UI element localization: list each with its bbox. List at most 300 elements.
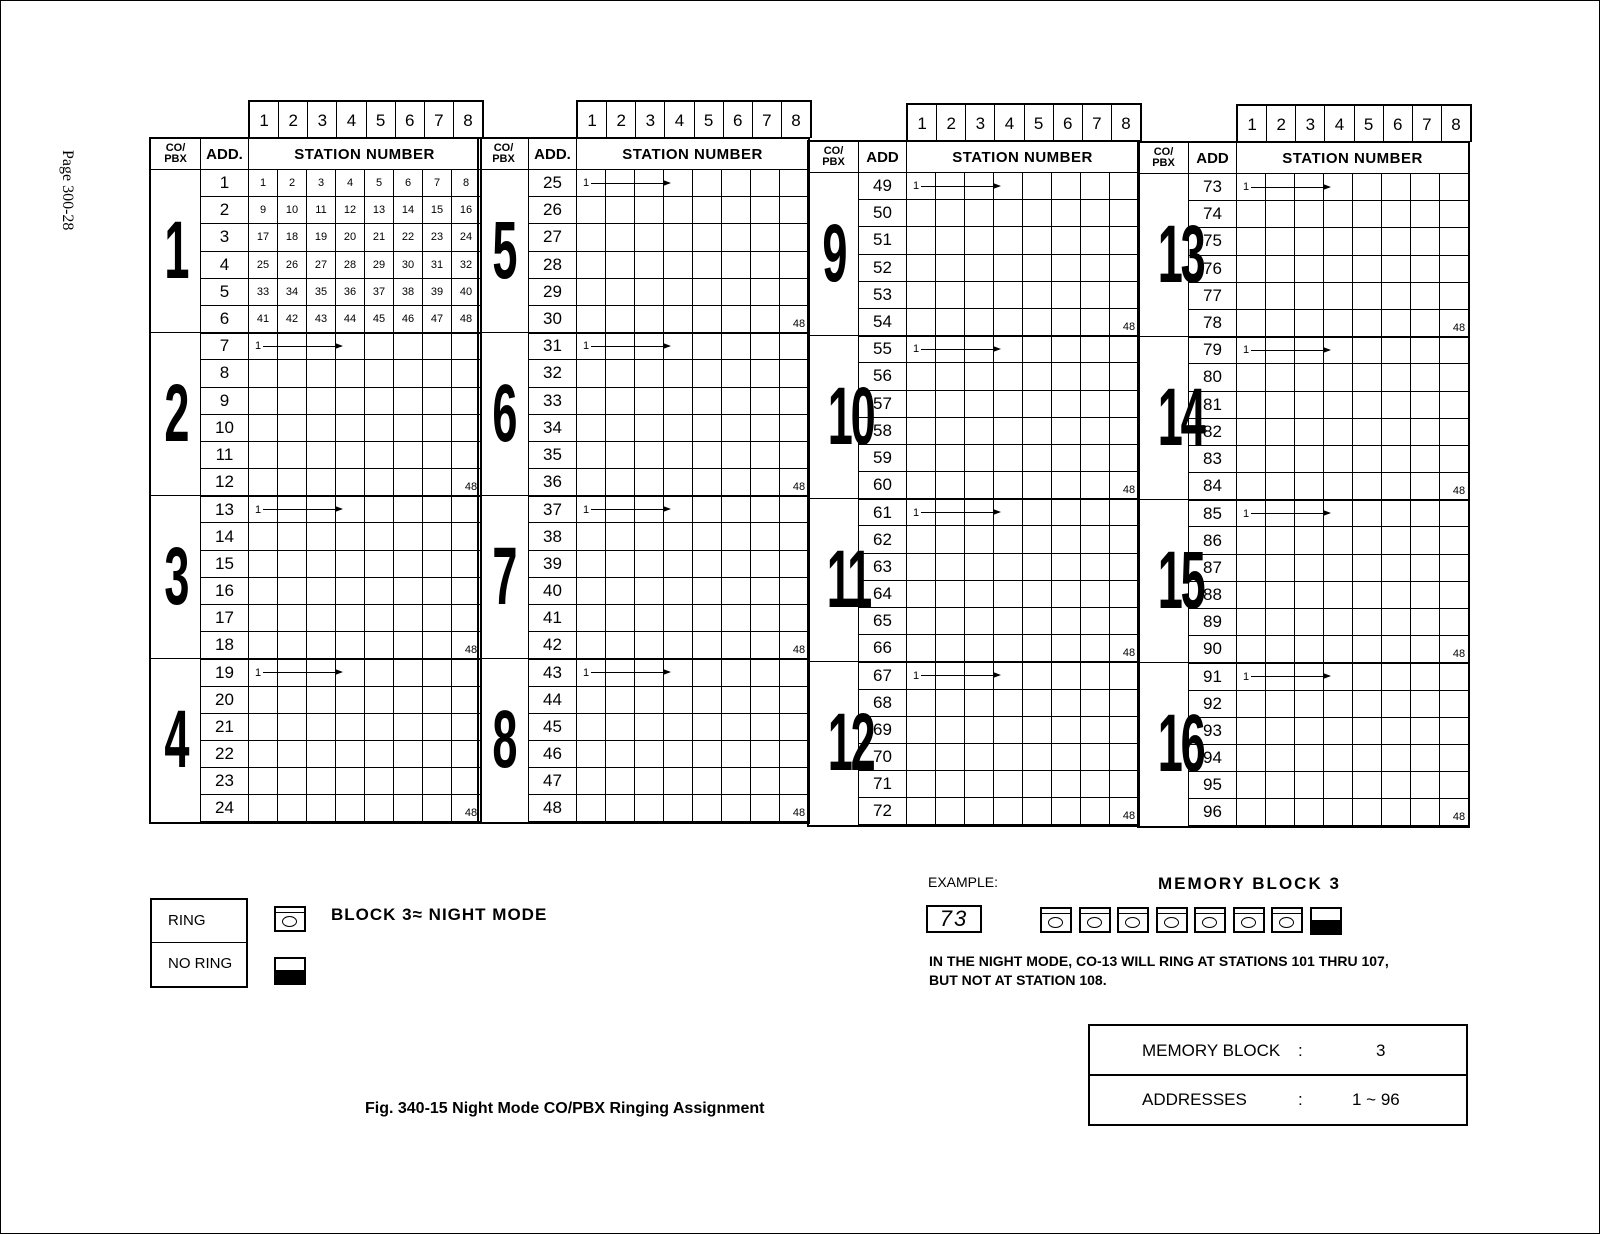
station-cell[interactable] xyxy=(423,333,452,360)
station-cell[interactable] xyxy=(394,441,423,468)
station-cell[interactable] xyxy=(907,635,936,662)
station-cell[interactable] xyxy=(936,363,965,390)
station-cell[interactable] xyxy=(751,387,780,414)
station-cell[interactable] xyxy=(278,550,307,577)
station-cell[interactable] xyxy=(423,605,452,632)
station-cell[interactable] xyxy=(1266,445,1295,472)
station-cell[interactable] xyxy=(1023,499,1052,526)
station-cell[interactable] xyxy=(994,200,1023,227)
station-cell[interactable] xyxy=(1081,417,1110,444)
station-cell[interactable] xyxy=(1382,282,1411,309)
station-cell[interactable] xyxy=(965,608,994,635)
station-cell[interactable] xyxy=(1081,227,1110,254)
station-cell[interactable] xyxy=(722,278,751,305)
station-cell[interactable] xyxy=(365,170,394,197)
station-cell[interactable] xyxy=(1237,581,1266,608)
station-cell[interactable] xyxy=(394,550,423,577)
station-cell[interactable] xyxy=(365,740,394,767)
station-cell[interactable] xyxy=(1353,799,1382,826)
station-cell[interactable] xyxy=(1353,690,1382,717)
station-cell[interactable] xyxy=(1110,200,1139,227)
station-cell[interactable] xyxy=(1266,527,1295,554)
station-cell[interactable] xyxy=(751,224,780,251)
station-cell[interactable] xyxy=(635,305,664,332)
station-cell[interactable] xyxy=(365,278,394,305)
station-cell[interactable] xyxy=(577,441,606,468)
station-cell[interactable] xyxy=(1081,308,1110,335)
station-cell[interactable] xyxy=(249,795,278,822)
station-cell[interactable] xyxy=(965,281,994,308)
station-cell[interactable] xyxy=(606,686,635,713)
station-cell[interactable] xyxy=(1110,743,1139,770)
station-cell[interactable] xyxy=(249,605,278,632)
station-cell[interactable] xyxy=(1266,473,1295,500)
station-cell[interactable] xyxy=(693,197,722,224)
station-cell[interactable] xyxy=(994,417,1023,444)
station-cell[interactable] xyxy=(693,632,722,659)
station-cell[interactable] xyxy=(1382,309,1411,336)
station-cell[interactable] xyxy=(394,170,423,197)
station-cell[interactable] xyxy=(423,686,452,713)
station-cell[interactable] xyxy=(1237,255,1266,282)
station-cell[interactable] xyxy=(423,795,452,822)
station-cell[interactable] xyxy=(1440,174,1469,201)
station-cell[interactable] xyxy=(1023,635,1052,662)
station-cell[interactable] xyxy=(577,251,606,278)
station-cell[interactable] xyxy=(336,170,365,197)
station-cell[interactable] xyxy=(1052,472,1081,499)
station-cell[interactable] xyxy=(1411,744,1440,771)
station-cell[interactable] xyxy=(249,496,278,523)
station-cell[interactable] xyxy=(249,469,278,496)
station-cell[interactable] xyxy=(1110,662,1139,689)
station-cell[interactable] xyxy=(1411,636,1440,663)
station-cell[interactable] xyxy=(751,659,780,686)
station-cell[interactable] xyxy=(577,632,606,659)
station-cell[interactable] xyxy=(936,716,965,743)
station-cell[interactable] xyxy=(722,414,751,441)
station-cell[interactable] xyxy=(780,768,809,795)
station-cell[interactable] xyxy=(751,251,780,278)
station-cell[interactable] xyxy=(907,173,936,200)
station-cell[interactable] xyxy=(780,469,809,496)
station-cell[interactable] xyxy=(1324,473,1353,500)
station-cell[interactable] xyxy=(1237,636,1266,663)
station-cell[interactable] xyxy=(780,305,809,332)
station-cell[interactable] xyxy=(1382,418,1411,445)
station-cell[interactable] xyxy=(394,713,423,740)
station-cell[interactable] xyxy=(1052,417,1081,444)
station-cell[interactable] xyxy=(577,740,606,767)
station-cell[interactable] xyxy=(1295,609,1324,636)
station-cell[interactable] xyxy=(1023,281,1052,308)
station-cell[interactable] xyxy=(394,387,423,414)
station-cell[interactable] xyxy=(1440,527,1469,554)
station-cell[interactable] xyxy=(751,333,780,360)
station-cell[interactable] xyxy=(606,224,635,251)
station-cell[interactable] xyxy=(635,523,664,550)
station-cell[interactable] xyxy=(249,251,278,278)
station-cell[interactable] xyxy=(722,360,751,387)
station-cell[interactable] xyxy=(336,360,365,387)
station-cell[interactable] xyxy=(664,740,693,767)
station-cell[interactable] xyxy=(1324,418,1353,445)
station-cell[interactable] xyxy=(722,523,751,550)
station-cell[interactable] xyxy=(1411,799,1440,826)
station-cell[interactable] xyxy=(1382,581,1411,608)
station-cell[interactable] xyxy=(1110,444,1139,471)
station-cell[interactable] xyxy=(1295,744,1324,771)
station-cell[interactable] xyxy=(577,305,606,332)
station-cell[interactable] xyxy=(1440,391,1469,418)
station-cell[interactable] xyxy=(394,197,423,224)
station-cell[interactable] xyxy=(1237,337,1266,364)
station-cell[interactable] xyxy=(1023,390,1052,417)
station-cell[interactable] xyxy=(1081,553,1110,580)
station-cell[interactable] xyxy=(722,768,751,795)
station-cell[interactable] xyxy=(1353,201,1382,228)
station-cell[interactable] xyxy=(452,686,481,713)
station-cell[interactable] xyxy=(780,387,809,414)
station-cell[interactable] xyxy=(1324,717,1353,744)
station-cell[interactable] xyxy=(365,469,394,496)
station-cell[interactable] xyxy=(664,278,693,305)
station-cell[interactable] xyxy=(1353,500,1382,527)
station-cell[interactable] xyxy=(635,713,664,740)
station-cell[interactable] xyxy=(1266,201,1295,228)
station-cell[interactable] xyxy=(1023,798,1052,825)
station-cell[interactable] xyxy=(577,550,606,577)
station-cell[interactable] xyxy=(452,251,481,278)
station-cell[interactable] xyxy=(249,713,278,740)
station-cell[interactable] xyxy=(336,305,365,332)
station-cell[interactable] xyxy=(1052,662,1081,689)
station-cell[interactable] xyxy=(365,197,394,224)
station-cell[interactable] xyxy=(606,360,635,387)
station-cell[interactable] xyxy=(907,716,936,743)
station-cell[interactable] xyxy=(606,414,635,441)
station-cell[interactable] xyxy=(365,251,394,278)
station-cell[interactable] xyxy=(423,278,452,305)
station-cell[interactable] xyxy=(278,768,307,795)
station-cell[interactable] xyxy=(365,768,394,795)
station-cell[interactable] xyxy=(722,224,751,251)
station-cell[interactable] xyxy=(606,441,635,468)
station-cell[interactable] xyxy=(1023,227,1052,254)
station-cell[interactable] xyxy=(577,496,606,523)
station-cell[interactable] xyxy=(664,768,693,795)
station-cell[interactable] xyxy=(722,550,751,577)
station-cell[interactable] xyxy=(278,686,307,713)
station-cell[interactable] xyxy=(1023,553,1052,580)
station-cell[interactable] xyxy=(577,387,606,414)
station-cell[interactable] xyxy=(249,632,278,659)
station-cell[interactable] xyxy=(1110,771,1139,798)
station-cell[interactable] xyxy=(1324,445,1353,472)
station-cell[interactable] xyxy=(693,795,722,822)
station-cell[interactable] xyxy=(936,227,965,254)
station-cell[interactable] xyxy=(577,605,606,632)
station-cell[interactable] xyxy=(1382,527,1411,554)
station-cell[interactable] xyxy=(336,469,365,496)
station-cell[interactable] xyxy=(1295,445,1324,472)
station-cell[interactable] xyxy=(965,227,994,254)
station-cell[interactable] xyxy=(1266,255,1295,282)
station-cell[interactable] xyxy=(606,278,635,305)
station-cell[interactable] xyxy=(1052,390,1081,417)
station-cell[interactable] xyxy=(693,740,722,767)
station-cell[interactable] xyxy=(693,496,722,523)
station-cell[interactable] xyxy=(577,795,606,822)
station-cell[interactable] xyxy=(693,713,722,740)
station-cell[interactable] xyxy=(1023,444,1052,471)
station-cell[interactable] xyxy=(249,686,278,713)
station-cell[interactable] xyxy=(1023,472,1052,499)
station-cell[interactable] xyxy=(1023,580,1052,607)
station-cell[interactable] xyxy=(780,224,809,251)
station-cell[interactable] xyxy=(1324,364,1353,391)
station-cell[interactable] xyxy=(664,305,693,332)
station-cell[interactable] xyxy=(936,526,965,553)
station-cell[interactable] xyxy=(394,278,423,305)
station-cell[interactable] xyxy=(423,659,452,686)
station-cell[interactable] xyxy=(1324,581,1353,608)
station-cell[interactable] xyxy=(1110,281,1139,308)
station-cell[interactable] xyxy=(307,197,336,224)
station-cell[interactable] xyxy=(278,251,307,278)
station-cell[interactable] xyxy=(693,305,722,332)
station-cell[interactable] xyxy=(278,577,307,604)
station-cell[interactable] xyxy=(751,740,780,767)
station-cell[interactable] xyxy=(1052,743,1081,770)
station-cell[interactable] xyxy=(994,689,1023,716)
station-cell[interactable] xyxy=(1411,609,1440,636)
station-cell[interactable] xyxy=(452,305,481,332)
station-cell[interactable] xyxy=(1382,690,1411,717)
station-cell[interactable] xyxy=(278,469,307,496)
station-cell[interactable] xyxy=(394,632,423,659)
station-cell[interactable] xyxy=(1353,554,1382,581)
station-cell[interactable] xyxy=(1295,799,1324,826)
station-cell[interactable] xyxy=(249,305,278,332)
station-cell[interactable] xyxy=(423,414,452,441)
station-cell[interactable] xyxy=(722,740,751,767)
station-cell[interactable] xyxy=(278,740,307,767)
station-cell[interactable] xyxy=(994,363,1023,390)
station-cell[interactable] xyxy=(394,224,423,251)
station-cell[interactable] xyxy=(1440,663,1469,690)
station-cell[interactable] xyxy=(1023,308,1052,335)
station-cell[interactable] xyxy=(1440,309,1469,336)
station-cell[interactable] xyxy=(1023,173,1052,200)
station-cell[interactable] xyxy=(907,743,936,770)
station-cell[interactable] xyxy=(307,686,336,713)
station-cell[interactable] xyxy=(365,387,394,414)
station-cell[interactable] xyxy=(1110,173,1139,200)
station-cell[interactable] xyxy=(722,305,751,332)
station-cell[interactable] xyxy=(1353,337,1382,364)
station-cell[interactable] xyxy=(1266,228,1295,255)
station-cell[interactable] xyxy=(1295,636,1324,663)
station-cell[interactable] xyxy=(780,360,809,387)
station-cell[interactable] xyxy=(1237,282,1266,309)
station-cell[interactable] xyxy=(693,170,722,197)
station-cell[interactable] xyxy=(994,308,1023,335)
station-cell[interactable] xyxy=(1353,445,1382,472)
station-cell[interactable] xyxy=(1081,608,1110,635)
station-cell[interactable] xyxy=(635,387,664,414)
station-cell[interactable] xyxy=(1110,308,1139,335)
station-cell[interactable] xyxy=(664,550,693,577)
station-cell[interactable] xyxy=(1052,336,1081,363)
station-cell[interactable] xyxy=(1411,772,1440,799)
station-cell[interactable] xyxy=(1081,173,1110,200)
station-cell[interactable] xyxy=(751,305,780,332)
station-cell[interactable] xyxy=(336,441,365,468)
station-cell[interactable] xyxy=(1052,499,1081,526)
station-cell[interactable] xyxy=(751,713,780,740)
station-cell[interactable] xyxy=(278,360,307,387)
station-cell[interactable] xyxy=(1353,527,1382,554)
station-cell[interactable] xyxy=(249,659,278,686)
station-cell[interactable] xyxy=(1110,227,1139,254)
station-cell[interactable] xyxy=(423,740,452,767)
station-cell[interactable] xyxy=(577,197,606,224)
station-cell[interactable] xyxy=(907,308,936,335)
station-cell[interactable] xyxy=(780,740,809,767)
station-cell[interactable] xyxy=(1295,228,1324,255)
station-cell[interactable] xyxy=(1081,635,1110,662)
station-cell[interactable] xyxy=(249,197,278,224)
station-cell[interactable] xyxy=(722,659,751,686)
station-cell[interactable] xyxy=(664,387,693,414)
station-cell[interactable] xyxy=(936,635,965,662)
station-cell[interactable] xyxy=(722,251,751,278)
station-cell[interactable] xyxy=(606,713,635,740)
station-cell[interactable] xyxy=(1353,772,1382,799)
station-cell[interactable] xyxy=(606,523,635,550)
station-cell[interactable] xyxy=(907,689,936,716)
station-cell[interactable] xyxy=(1237,418,1266,445)
station-cell[interactable] xyxy=(278,278,307,305)
station-cell[interactable] xyxy=(278,305,307,332)
station-cell[interactable] xyxy=(693,251,722,278)
station-cell[interactable] xyxy=(1382,364,1411,391)
station-cell[interactable] xyxy=(1081,200,1110,227)
station-cell[interactable] xyxy=(780,686,809,713)
station-cell[interactable] xyxy=(780,251,809,278)
station-cell[interactable] xyxy=(780,170,809,197)
station-cell[interactable] xyxy=(994,444,1023,471)
station-cell[interactable] xyxy=(693,387,722,414)
station-cell[interactable] xyxy=(249,414,278,441)
station-cell[interactable] xyxy=(722,496,751,523)
station-cell[interactable] xyxy=(1237,228,1266,255)
station-cell[interactable] xyxy=(722,197,751,224)
station-cell[interactable] xyxy=(1266,799,1295,826)
station-cell[interactable] xyxy=(1440,772,1469,799)
station-cell[interactable] xyxy=(423,550,452,577)
station-cell[interactable] xyxy=(751,469,780,496)
station-cell[interactable] xyxy=(1411,445,1440,472)
station-cell[interactable] xyxy=(307,768,336,795)
station-cell[interactable] xyxy=(1411,717,1440,744)
station-cell[interactable] xyxy=(452,523,481,550)
station-cell[interactable] xyxy=(1237,609,1266,636)
station-cell[interactable] xyxy=(307,632,336,659)
station-cell[interactable] xyxy=(994,553,1023,580)
station-cell[interactable] xyxy=(336,278,365,305)
station-cell[interactable] xyxy=(664,577,693,604)
station-cell[interactable] xyxy=(307,441,336,468)
station-cell[interactable] xyxy=(907,336,936,363)
station-cell[interactable] xyxy=(780,577,809,604)
station-cell[interactable] xyxy=(936,608,965,635)
station-cell[interactable] xyxy=(1023,254,1052,281)
station-cell[interactable] xyxy=(1237,391,1266,418)
station-cell[interactable] xyxy=(1295,581,1324,608)
station-cell[interactable] xyxy=(278,632,307,659)
station-cell[interactable] xyxy=(1266,554,1295,581)
station-cell[interactable] xyxy=(722,632,751,659)
station-cell[interactable] xyxy=(780,441,809,468)
station-cell[interactable] xyxy=(664,197,693,224)
station-cell[interactable] xyxy=(1081,336,1110,363)
station-cell[interactable] xyxy=(1023,336,1052,363)
station-cell[interactable] xyxy=(635,441,664,468)
station-cell[interactable] xyxy=(394,360,423,387)
station-cell[interactable] xyxy=(1440,364,1469,391)
station-cell[interactable] xyxy=(1353,636,1382,663)
station-cell[interactable] xyxy=(1324,772,1353,799)
station-cell[interactable] xyxy=(365,441,394,468)
station-cell[interactable] xyxy=(1295,201,1324,228)
station-cell[interactable] xyxy=(751,360,780,387)
station-cell[interactable] xyxy=(1081,798,1110,825)
station-cell[interactable] xyxy=(249,550,278,577)
station-cell[interactable] xyxy=(1382,663,1411,690)
station-cell[interactable] xyxy=(423,360,452,387)
station-cell[interactable] xyxy=(336,387,365,414)
station-cell[interactable] xyxy=(1052,798,1081,825)
station-cell[interactable] xyxy=(965,308,994,335)
station-cell[interactable] xyxy=(994,580,1023,607)
station-cell[interactable] xyxy=(780,713,809,740)
station-cell[interactable] xyxy=(1237,799,1266,826)
station-cell[interactable] xyxy=(1237,201,1266,228)
station-cell[interactable] xyxy=(365,713,394,740)
station-cell[interactable] xyxy=(307,170,336,197)
station-cell[interactable] xyxy=(365,305,394,332)
station-cell[interactable] xyxy=(1266,609,1295,636)
station-cell[interactable] xyxy=(307,740,336,767)
station-cell[interactable] xyxy=(606,197,635,224)
station-cell[interactable] xyxy=(278,713,307,740)
station-cell[interactable] xyxy=(1081,499,1110,526)
station-cell[interactable] xyxy=(936,417,965,444)
station-cell[interactable] xyxy=(780,197,809,224)
station-cell[interactable] xyxy=(1237,500,1266,527)
station-cell[interactable] xyxy=(1411,282,1440,309)
station-cell[interactable] xyxy=(664,605,693,632)
station-cell[interactable] xyxy=(1324,201,1353,228)
station-cell[interactable] xyxy=(1237,772,1266,799)
station-cell[interactable] xyxy=(1081,662,1110,689)
station-cell[interactable] xyxy=(423,197,452,224)
station-cell[interactable] xyxy=(751,768,780,795)
station-cell[interactable] xyxy=(1110,336,1139,363)
station-cell[interactable] xyxy=(635,197,664,224)
